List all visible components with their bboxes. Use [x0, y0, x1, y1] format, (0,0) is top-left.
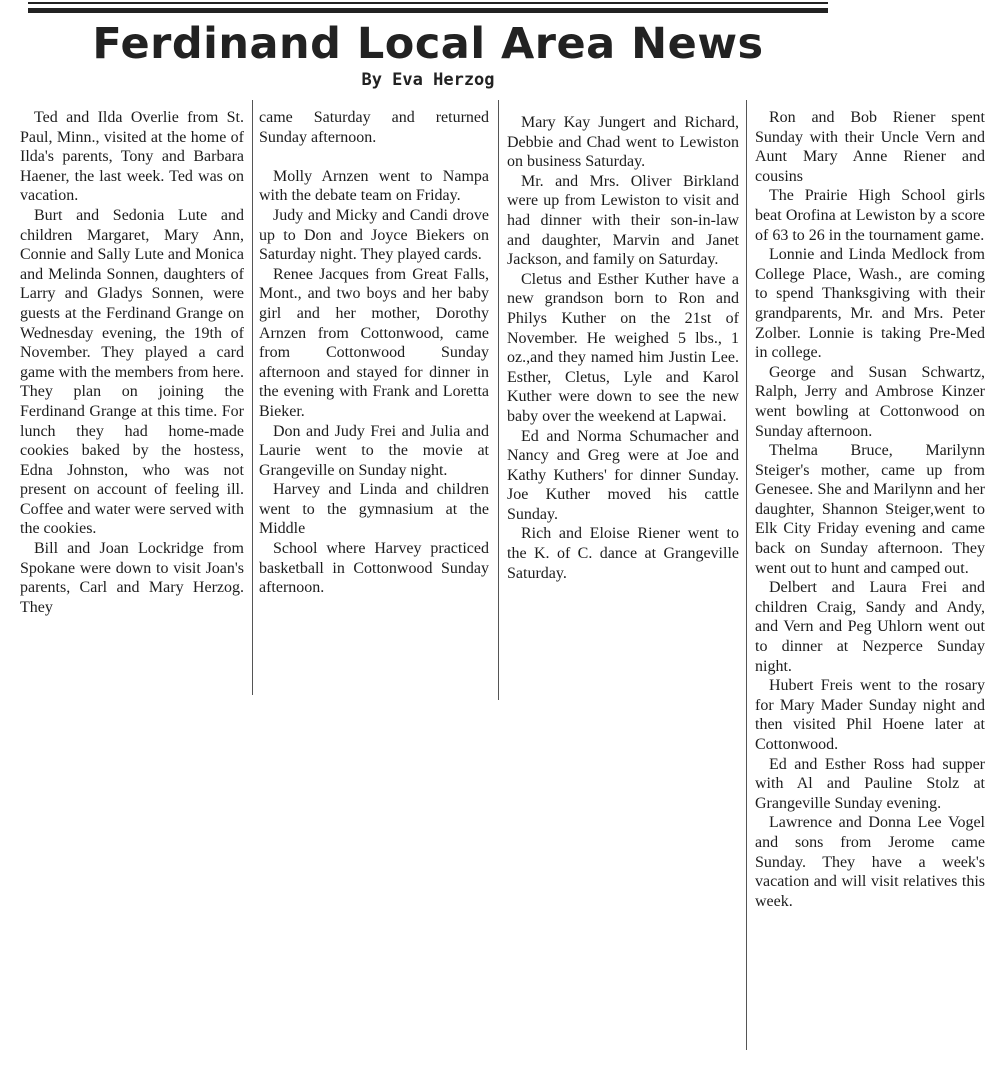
article-column-4 [755, 108, 985, 911]
paragraph: Lonnie and Linda Medlock from College Place, Wash., are coming to spend Thanksgiving with their grandparents, Mr. and Mrs. Peter Zolber. Lonnie is taking Pre-Med in college. [755, 246, 985, 362]
paragraph: Molly Arnzen went to Nampa with the debate team on Friday. [259, 167, 489, 205]
paragraph: Judy and Micky and Candi drove up to Don and Joyce Biekers on Saturday night. They played cards. [259, 206, 489, 264]
paragraph: Ron and Bob Riener spent Sunday with their Uncle Vern and Aunt Mary Anne Riener and cousins [755, 109, 985, 185]
paragraph: Mr. and Mrs. Oliver Birkland were up from Lewiston to visit and had dinner with their son-in-law and daughter, Marvin and Janet Jackson, and family on Saturday. [507, 172, 739, 269]
byline: By Eva Herzog [361, 70, 495, 90]
column-divider [252, 100, 253, 695]
article-column-3 [507, 113, 739, 583]
paragraph: came Saturday and returned Sunday afternoon. [259, 109, 489, 146]
headline: Ferdinand Local Area News [92, 19, 764, 69]
paragraph: Ed and Norma Schumacher and Nancy and Greg were at Joe and Kathy Kuthers' for dinner Sunday. Joe Kuther moved his cattle Sunday. [507, 427, 739, 523]
paragraph: George and Susan Schwartz, Ralph, Jerry and Ambrose Kinzer went bowling at Cottonwood on Sunday afternoon. [755, 363, 985, 440]
column-divider [746, 100, 747, 1050]
paragraph: Don and Judy Frei and Julia and Laurie went to the movie at Grangeville on Sunday night. [259, 422, 489, 479]
paragraph: Rich and Eloise Riener went to the K. of C. dance at Grangeville Saturday. [507, 525, 739, 582]
paragraph: The Prairie High School girls beat Orofina at Lewiston by a score of 63 to 26 in the tournament game. [755, 187, 985, 244]
paragraph: Renee Jacques from Great Falls, Mont., and two boys and her baby girl and her mother, Dorothy Arnzen from Cottonwood, came from Cottonwood Sunday afternoon and stayed for dinner in the evening with Frank and Loretta Bieker. [259, 265, 489, 420]
paragraph: Hubert Freis went to the rosary for Mary Mader Sunday night and then visited Phil Hoene later at Cottonwood. [755, 677, 985, 753]
article-column-2 [259, 108, 489, 598]
masthead-rule-thin [28, 2, 828, 4]
article-column-1 [20, 108, 244, 617]
paragraph: Bill and Joan Lockridge from Spokane were down to visit Joan's parents, Carl and Mary Herzog. They [20, 540, 244, 616]
paragraph: School where Harvey practiced basketball in Cottonwood Sunday afternoon. [259, 540, 489, 597]
paragraph: Mary Kay Jungert and Richard, Debbie and Chad went to Lewiston on business Saturday. [507, 114, 739, 171]
paragraph: Harvey and Linda and children went to the gymnasium at the Middle [259, 481, 489, 538]
paragraph: Delbert and Laura Frei and children Craig, Sandy and Andy, and Vern and Peg Uhlorn went out to dinner at Nezperce Sunday night. [755, 579, 985, 675]
paragraph: Ted and Ilda Overlie from St. Paul, Minn., visited at the home of Ilda's parents, Tony and Barbara Haener, the last week. Ted was on vacation. [20, 109, 244, 205]
paragraph: Cletus and Esther Kuther have a new grandson born to Ron and Philys Kuther on the 21st of November. He weighed 5 lbs., 1 oz.,and they named him Justin Lee. Esther, Cletus, Lyle and Karol Kuther were down to see the new baby over the weekend at Lapwai. [507, 270, 739, 425]
column-divider [498, 100, 499, 700]
paragraph: Burt and Sedonia Lute and children Margaret, Mary Ann, Connie and Sally Lute and Monica and Melinda Sonnen, daughters of Larry and Gladys Sonnen, were guests at the Ferdinand Grange on Wednesday evening, the 19th of November. They played a card game with the members from here. They plan on joining the Ferdinand Grange at this time. For lunch they had home-made cookies baked by the hostess, Edna Johnston, who was not present on account of feeling ill. Coffee and water were served with the cookies. [20, 206, 244, 538]
masthead-rule-thick [28, 8, 828, 13]
paragraph: Lawrence and Donna Lee Vogel and sons from Jerome came Sunday. They have a week's vacation and will visit relatives this week. [755, 814, 985, 910]
paragraph-spacer [259, 147, 489, 167]
paragraph: Thelma Bruce, Marilynn Steiger's mother, came up from Genesee. She and Marilynn and her daughter, Shannon Steiger,went to Elk City Friday evening and came back on Sunday afternoon. They went out to hunt and camped out. [755, 442, 985, 577]
paragraph: Ed and Esther Ross had supper with Al and Pauline Stolz at Grangeville Sunday evening. [755, 755, 985, 812]
